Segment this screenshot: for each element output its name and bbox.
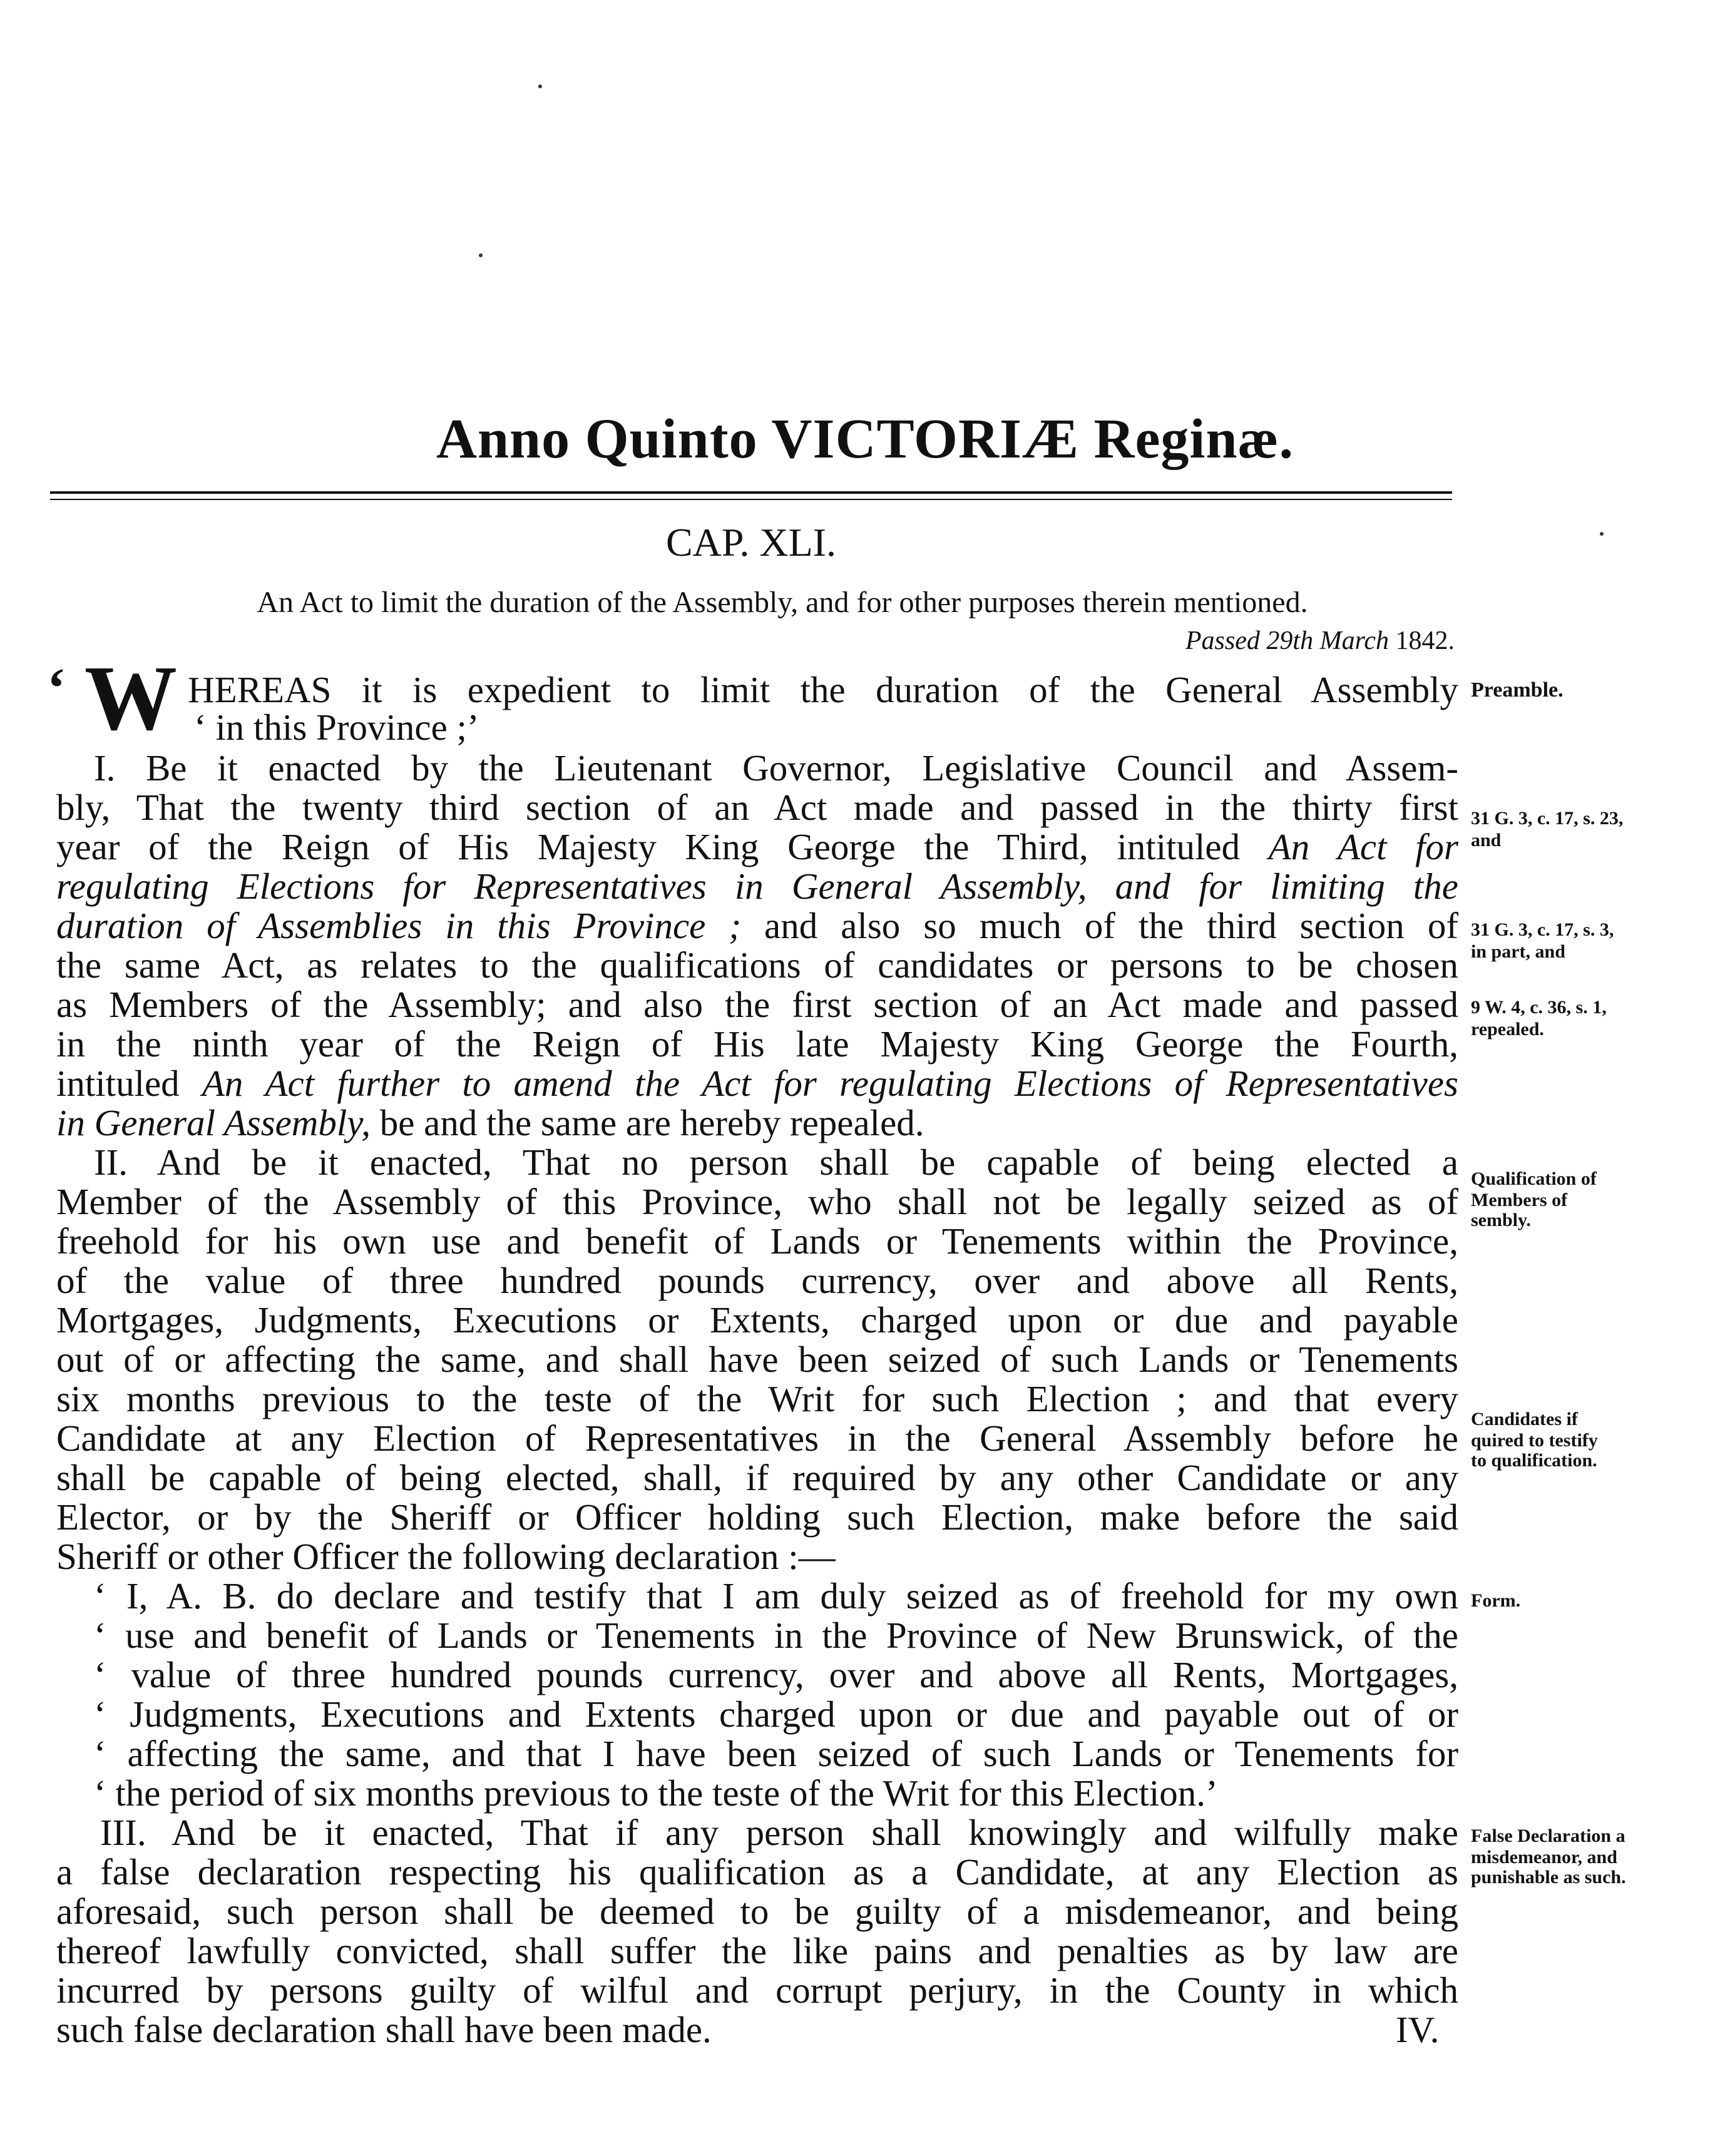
passed-year: 1842. (1395, 626, 1455, 655)
section-2-line: six months previous to the teste of the Writ for such Election ; and that every (56, 1378, 1458, 1419)
section-1-line: I. Be it enacted by the Lieutenant Governor, Legislative Council and Assem- (94, 747, 1458, 789)
print-speck (538, 84, 542, 88)
drop-cap: W (84, 647, 177, 750)
section-1-line: regulating Elections for Representatives in General Assembly, and for limiting the (56, 866, 1458, 907)
margin-note-candidates: to qualification. (1471, 1450, 1597, 1471)
section-3-line: thereof lawfully convicted, shall suffer the like pains and penalties as by law are (56, 1930, 1458, 1971)
passed-month: March (1319, 626, 1389, 655)
margin-note-reference: 9 W. 4, c. 36, s. 1, (1471, 997, 1607, 1018)
margin-note-reference: and (1471, 830, 1502, 851)
page-title: Anno Quinto VICTORIÆ Reginæ. (436, 408, 1294, 470)
form-line: ‘ value of three hundred pounds currency, over and above all Rents, Mortgages, (94, 1654, 1458, 1695)
preamble-line-1: HEREAS it is expedient to limit the duration of the General Assembly (188, 669, 1458, 710)
margin-note-false-declaration: misdemeanor, and (1471, 1847, 1617, 1867)
section-1-line (56, 1063, 1458, 1107)
print-speck (479, 253, 483, 257)
margin-note-preamble: Preamble. (1471, 678, 1564, 702)
section-1-line: bly, That the twenty third section of an Act made and passed in the thirty first (56, 787, 1458, 828)
title-rule (50, 491, 1452, 494)
text-run: intituled (56, 1063, 202, 1104)
form-line: ‘ the period of six months previous to the teste of the Writ for this Election.’ (94, 1772, 1218, 1814)
text-run-italic: duration of Assemblies in this Province ; (56, 905, 741, 946)
title-rule-thin (50, 499, 1452, 500)
passed-date (1185, 626, 1455, 656)
catchword: IV. (1396, 2009, 1440, 2050)
section-2-line: Candidate at any Election of Representatives in the General Assembly before he (56, 1418, 1458, 1459)
section-1-line: the same Act, as relates to the qualifications of candidates or persons to be chosen (56, 944, 1458, 986)
section-3-line: such false declaration shall have been made. (56, 2009, 712, 2050)
margin-note-false-declaration: punishable as such. (1471, 1867, 1626, 1888)
form-line: ‘ affecting the same, and that I have been seized of such Lands or Tenements for (94, 1733, 1458, 1774)
section-2-line: Elector, or by the Sheriff or Officer holding such Election, make before the said (56, 1496, 1458, 1538)
section-3-line: incurred by persons guilty of wilful and corrupt perjury, in the County in which (56, 1970, 1458, 2011)
preamble-line-2: ‘ in this Province ;’ (194, 707, 479, 748)
section-2-line: of the value of three hundred pounds currency, over and above all Rents, (56, 1260, 1458, 1301)
margin-note-candidates: quired to testify (1471, 1430, 1598, 1451)
margin-note-reference: repealed. (1471, 1019, 1544, 1040)
section-2-line: Member of the Assembly of this Province, who shall not be legally seized as of (56, 1181, 1458, 1222)
section-1-line: as Members of the Assembly; and also the first section of an Act made and passed (56, 984, 1458, 1025)
print-speck (1600, 532, 1604, 536)
section-2-line: II. And be it enacted, That no person shall be capable of being elected a (94, 1142, 1458, 1183)
section-1-line: in the ninth year of the Reign of His late Majesty King George the Fourth, (56, 1023, 1458, 1065)
passed-prefix: Passed (1185, 626, 1260, 655)
text-run: be and the same are hereby repealed. (371, 1102, 924, 1143)
chapter-heading: CAP. XLI. (665, 520, 837, 565)
margin-note-qualification: Qualification of (1471, 1168, 1597, 1189)
margin-note-reference: 31 G. 3, c. 17, s. 3, (1471, 919, 1614, 940)
act-title: An Act to limit the duration of the Assembly, and for other purposes therein mentioned. (257, 586, 1308, 619)
section-3-line: aforesaid, such person shall be deemed to be guilty of a misdemeanor, and being (56, 1891, 1458, 1932)
section-2-line: out of or affecting the same, and shall have been seized of such Lands or Tenements (56, 1339, 1458, 1380)
margin-note-form: Form. (1471, 1590, 1521, 1611)
text-run-italic: in General Assembly, (56, 1102, 371, 1143)
margin-note-false-declaration: False Declaration a (1471, 1826, 1625, 1846)
section-1-line (56, 1103, 1458, 1147)
section-2-line: shall be capable of being elected, shall, if required by any other Candidate or any (56, 1457, 1458, 1498)
text-run: and also so much of the third section of (741, 905, 1458, 946)
section-2-line: Sheriff or other Officer the following declaration :— (56, 1536, 836, 1577)
margin-note-qualification: sembly. (1471, 1210, 1531, 1230)
text-run: year of the Reign of His Majesty King George the Third, intituled (56, 826, 1269, 867)
margin-note-reference: 31 G. 3, c. 17, s. 23, (1471, 808, 1624, 829)
section-1-line (56, 906, 1458, 949)
section-3-line: a false declaration respecting his qualification as a Candidate, at any Election as (56, 1851, 1458, 1893)
form-line: ‘ I, A. B. do declare and testify that I am duly seized as of freehold for my own (94, 1575, 1458, 1617)
margin-note-reference: in part, and (1471, 941, 1565, 962)
preamble-open-quote: ‘ (47, 657, 66, 719)
text-run-italic: An Act for (1268, 826, 1458, 867)
passed-day: 29th (1266, 626, 1314, 655)
margin-note-candidates: Candidates if (1471, 1409, 1578, 1429)
section-3-line: III. And be it enacted, That if any person shall knowingly and wilfully make (100, 1812, 1458, 1853)
text-run-italic: An Act further to amend the Act for regulating Elections of Representatives (202, 1063, 1458, 1104)
section-2-line: freehold for his own use and benefit of Lands or Tenements within the Province, (56, 1220, 1458, 1262)
margin-note-qualification: Members of (1471, 1190, 1568, 1210)
form-line: ‘ use and benefit of Lands or Tenements in the Province of New Brunswick, of the (94, 1615, 1458, 1656)
form-line: ‘ Judgments, Executions and Extents charged upon or due and payable out of or (94, 1694, 1458, 1735)
section-2-line: Mortgages, Judgments, Executions or Extents, charged upon or due and payable (56, 1299, 1458, 1341)
section-1-line (56, 827, 1458, 871)
